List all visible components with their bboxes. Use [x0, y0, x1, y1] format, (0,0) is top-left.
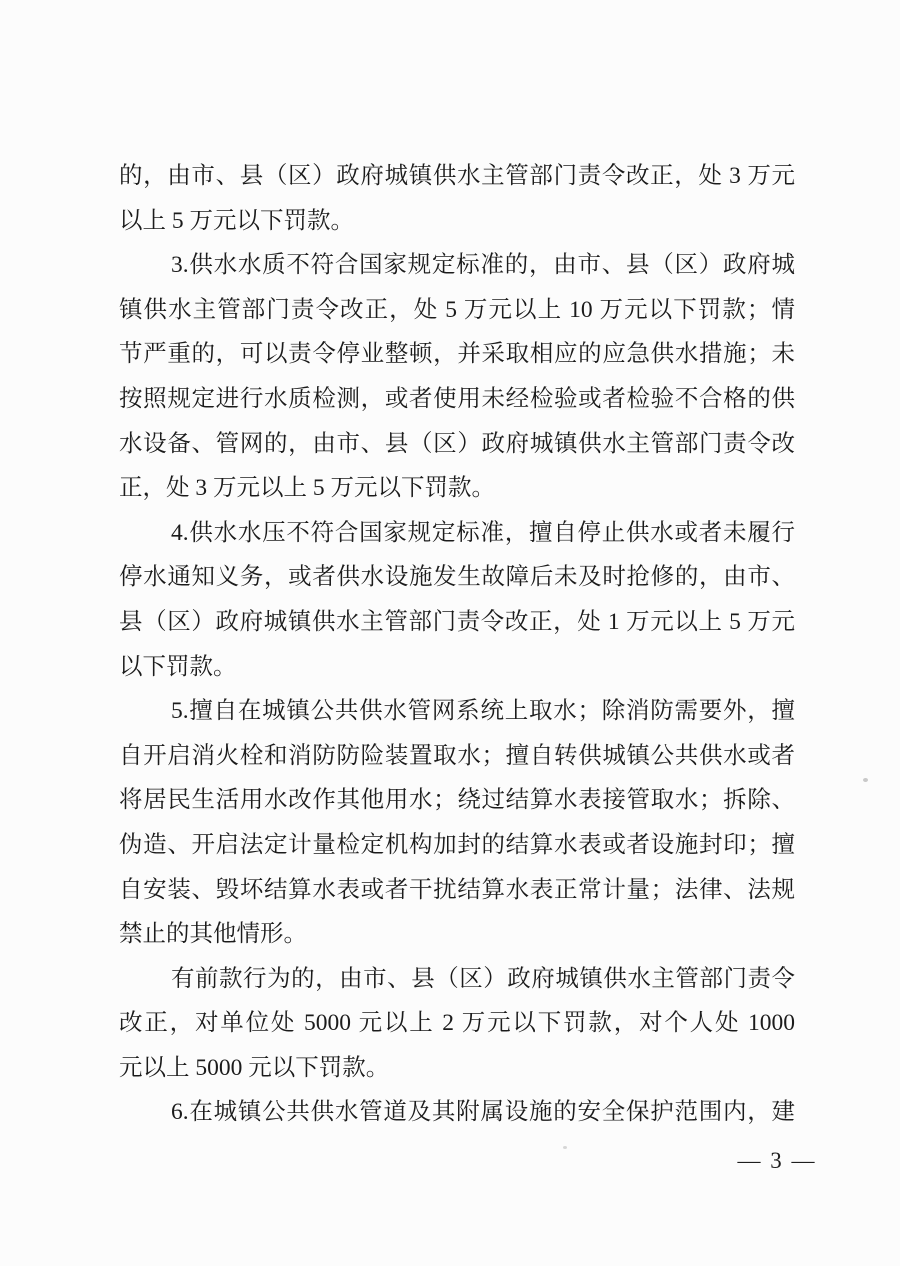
- text-line: 5.擅自在城镇公共供水管网系统上取水；除消防需要外，擅: [171, 698, 795, 725]
- text-line: 自开启消火栓和消防防险装置取水；擅自转供城镇公共供水或者: [119, 742, 795, 769]
- text-line: 3.供水水质不符合国家规定标准的，由市、县（区）政府城: [171, 252, 795, 279]
- paragraph: [119, 243, 795, 511]
- text-line: 节严重的，可以责令停业整顿，并采取相应的应急供水措施；未: [119, 341, 795, 368]
- text-line: 按照规定进行水质检测，或者使用未经检验或者检验不合格的供: [119, 385, 795, 412]
- text-line: 伪造、开启法定计量检定机构加封的结算水表或者设施封印；擅: [119, 831, 795, 858]
- text-line: 将居民生活用水改作其他用水；绕过结算水表接管取水；拆除、: [119, 787, 795, 814]
- text-line: 县（区）政府城镇供水主管部门责令改正，处 1 万元以上 5 万元: [119, 608, 795, 635]
- text-line: 停水通知义务，或者供水设施发生故障后未及时抢修的，由市、: [119, 564, 795, 591]
- paragraph: [119, 1090, 795, 1135]
- text-line: 以上 5 万元以下罚款。: [119, 207, 354, 234]
- text-line: 6.在城镇公共供水管道及其附属设施的安全保护范围内，建: [171, 1099, 795, 1126]
- text-line: 镇供水主管部门责令改正，处 5 万元以上 10 万元以下罚款；情: [119, 296, 795, 323]
- paragraph: [119, 511, 795, 689]
- text-line: 水设备、管网的，由市、县（区）政府城镇供水主管部门责令改: [119, 430, 795, 457]
- paragraph: [119, 689, 795, 957]
- paragraph: [119, 154, 795, 243]
- text-line: 有前款行为的，由市、县（区）政府城镇供水主管部门责令: [171, 965, 795, 992]
- text-line: 禁止的其他情形。: [119, 921, 307, 948]
- scan-artifact: [563, 1146, 567, 1149]
- text-line: 自安装、毁坏结算水表或者干扰结算水表正常计量；法律、法规: [119, 876, 795, 903]
- scan-artifact: [863, 778, 868, 782]
- text-line: 正，处 3 万元以上 5 万元以下罚款。: [119, 475, 495, 502]
- document-body: [119, 154, 795, 1135]
- text-line: 改正，对单位处 5000 元以上 2 万元以下罚款，对个人处 1000: [119, 1010, 795, 1037]
- paragraph: [119, 957, 795, 1091]
- text-line: 4.供水水压不符合国家规定标准，擅自停止供水或者未履行: [171, 519, 795, 546]
- text-line: 以下罚款。: [119, 653, 237, 680]
- page-number: — 3 —: [737, 1148, 817, 1173]
- text-line: 元以上 5000 元以下罚款。: [119, 1054, 390, 1081]
- text-line: 的，由市、县（区）政府城镇供水主管部门责令改正，处 3 万元: [119, 163, 795, 189]
